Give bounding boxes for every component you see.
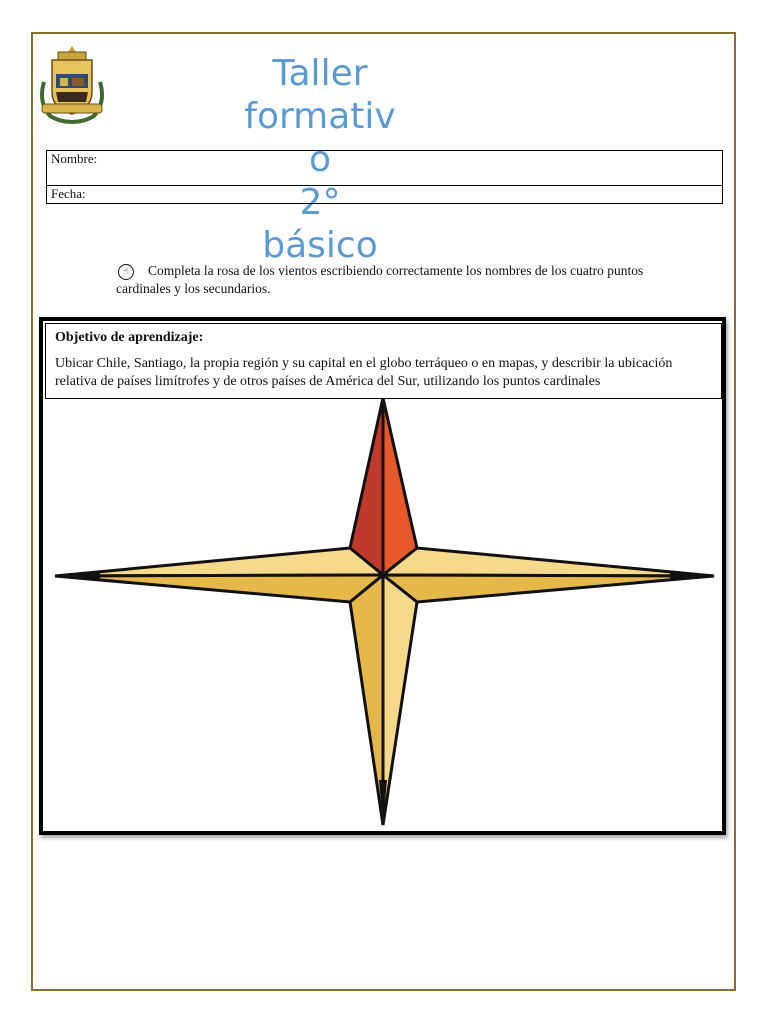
objective-title: Objetivo de aprendizaje: — [55, 330, 204, 345]
title-line: o — [308, 139, 332, 180]
title-line: formativ — [244, 96, 396, 137]
instruction-text: Completa la rosa de los vientos escribiendo correctamente los nombres de los cuatro puntos cardinales y los secundarios. — [116, 263, 644, 296]
learning-objective-box — [45, 323, 722, 399]
name-field[interactable]: Nombre: — [47, 151, 723, 186]
date-field[interactable]: Fecha: — [47, 186, 723, 204]
instruction — [116, 262, 676, 297]
title-line: Taller — [272, 53, 368, 94]
title-line: básico — [262, 225, 378, 266]
cursor-hand-icon: ☝ — [118, 264, 134, 280]
student-info-table — [46, 150, 723, 204]
school-crest-icon — [36, 42, 108, 124]
objective-text: Ubicar Chile, Santiago, la propia región y su capital en el globo terráqueo o en mapas, y describir la ubicación relativa de países limítrofes y de otros países de América del Sur, utilizando los puntos cardinales — [55, 356, 673, 389]
title-line: 2° — [299, 182, 341, 223]
